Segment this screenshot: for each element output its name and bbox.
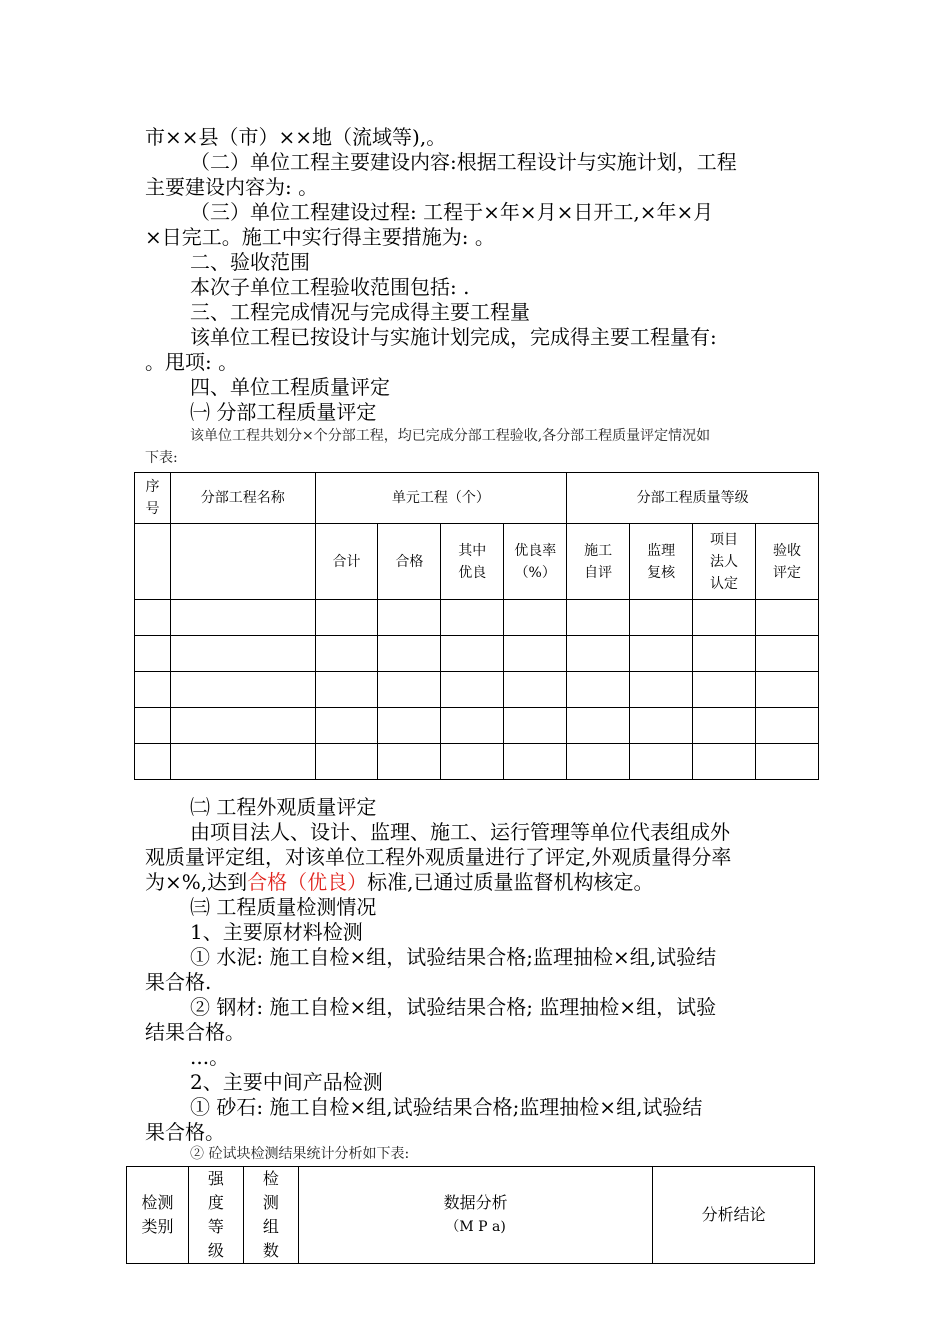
subsection-quality-table bbox=[134, 472, 819, 780]
text-line: 果合格。 bbox=[145, 1120, 225, 1144]
header-test-count: 检测组数 bbox=[243, 1167, 298, 1264]
header-excellent: 其中优良 bbox=[441, 524, 504, 600]
table-row bbox=[135, 744, 819, 780]
table-cell bbox=[170, 524, 315, 600]
text-line: 观质量评定组，对该单位工程外观质量进行了评定,外观质量得分率 bbox=[145, 845, 732, 869]
table-cell bbox=[135, 524, 171, 600]
subsection-heading: ㈢ 工程质量检测情况 bbox=[190, 895, 377, 919]
header-test-type: 检测类别 bbox=[127, 1167, 189, 1264]
text-line: ② 钢材: 施工自检×组，试验结果合格; 监理抽检×组，试验 bbox=[190, 995, 717, 1019]
header-subsection-name: 分部工程名称 bbox=[170, 473, 315, 524]
concrete-test-table bbox=[126, 1166, 815, 1264]
header-supervision: 监理复核 bbox=[630, 524, 693, 600]
text-span: 为×%,达到 bbox=[145, 870, 248, 894]
data-analysis-unit: （M P a) bbox=[445, 1219, 506, 1235]
header-strength-level: 强度等级 bbox=[188, 1167, 243, 1264]
text-line: 。甩项: 。 bbox=[145, 350, 239, 374]
section-heading: 四、单位工程质量评定 bbox=[190, 375, 390, 399]
header-self-eval: 施工自评 bbox=[567, 524, 630, 600]
text-line: ×日完工。施工中实行得主要措施为: 。 bbox=[145, 225, 495, 249]
section-heading: 二、验收范围 bbox=[190, 250, 310, 274]
text-line: （三）单位工程建设过程: 工程于×年×月×日开工,×年×月 bbox=[190, 200, 714, 224]
text-line: 下表: bbox=[145, 450, 178, 466]
header-conclusion: 分析结论 bbox=[653, 1167, 815, 1264]
text-line bbox=[145, 870, 653, 895]
section-heading: 三、工程完成情况与完成得主要工程量 bbox=[190, 300, 530, 324]
highlight-text: 合格（优良） bbox=[247, 870, 368, 894]
table-row bbox=[135, 600, 819, 636]
table-row bbox=[135, 708, 819, 744]
text-line: 由项目法人、设计、监理、施工、运行管理等单位代表组成外 bbox=[190, 820, 730, 844]
header-owner: 项目法人认定 bbox=[693, 524, 756, 600]
text-line: （二）单位工程主要建设内容:根据工程设计与实施计划，工程 bbox=[190, 150, 737, 174]
table-row bbox=[135, 672, 819, 708]
text-line: 2、主要中间产品检测 bbox=[190, 1070, 383, 1094]
text-line: ① 水泥: 施工自检×组，试验结果合格;监理抽检×组,试验结 bbox=[190, 945, 717, 969]
header-total: 合计 bbox=[315, 524, 378, 600]
text-line: 1、主要原材料检测 bbox=[190, 920, 363, 944]
header-excellent-rate: 优良率（%） bbox=[504, 524, 567, 600]
text-line: 市××县（市）××地（流域等),。 bbox=[145, 125, 447, 149]
table-row bbox=[135, 636, 819, 672]
text-line: 果合格. bbox=[145, 970, 212, 994]
header-data-analysis bbox=[298, 1167, 652, 1264]
text-line: 该单位工程已按设计与实施计划完成，完成得主要工程量有: bbox=[190, 325, 717, 349]
subsection-heading: ㈡ 工程外观质量评定 bbox=[190, 795, 377, 819]
text-line: ① 砂石: 施工自检×组,试验结果合格;监理抽检×组,试验结 bbox=[190, 1095, 703, 1119]
text-line: 主要建设内容为: 。 bbox=[145, 175, 319, 199]
text-line: ...。 bbox=[190, 1045, 230, 1069]
header-acceptance: 验收评定 bbox=[756, 524, 819, 600]
data-analysis-label: 数据分析 bbox=[443, 1193, 508, 1212]
header-pass: 合格 bbox=[378, 524, 441, 600]
text-line: 结果合格。 bbox=[145, 1020, 245, 1044]
header-quality-grade: 分部工程质量等级 bbox=[567, 473, 819, 524]
header-seq: 序号 bbox=[135, 473, 171, 524]
text-span: 标准,已通过质量监督机构核定。 bbox=[367, 870, 654, 894]
text-line: 本次子单位工程验收范围包括: . bbox=[190, 275, 470, 299]
text-line: ② 砼试块检测结果统计分析如下表: bbox=[190, 1146, 410, 1162]
text-line: 该单位工程共划分×个分部工程，均已完成分部工程验收,各分部工程质量评定情况如 bbox=[190, 428, 711, 444]
subsection-heading: ㈠ 分部工程质量评定 bbox=[190, 400, 377, 424]
header-unit-works: 单元工程（个） bbox=[315, 473, 567, 524]
